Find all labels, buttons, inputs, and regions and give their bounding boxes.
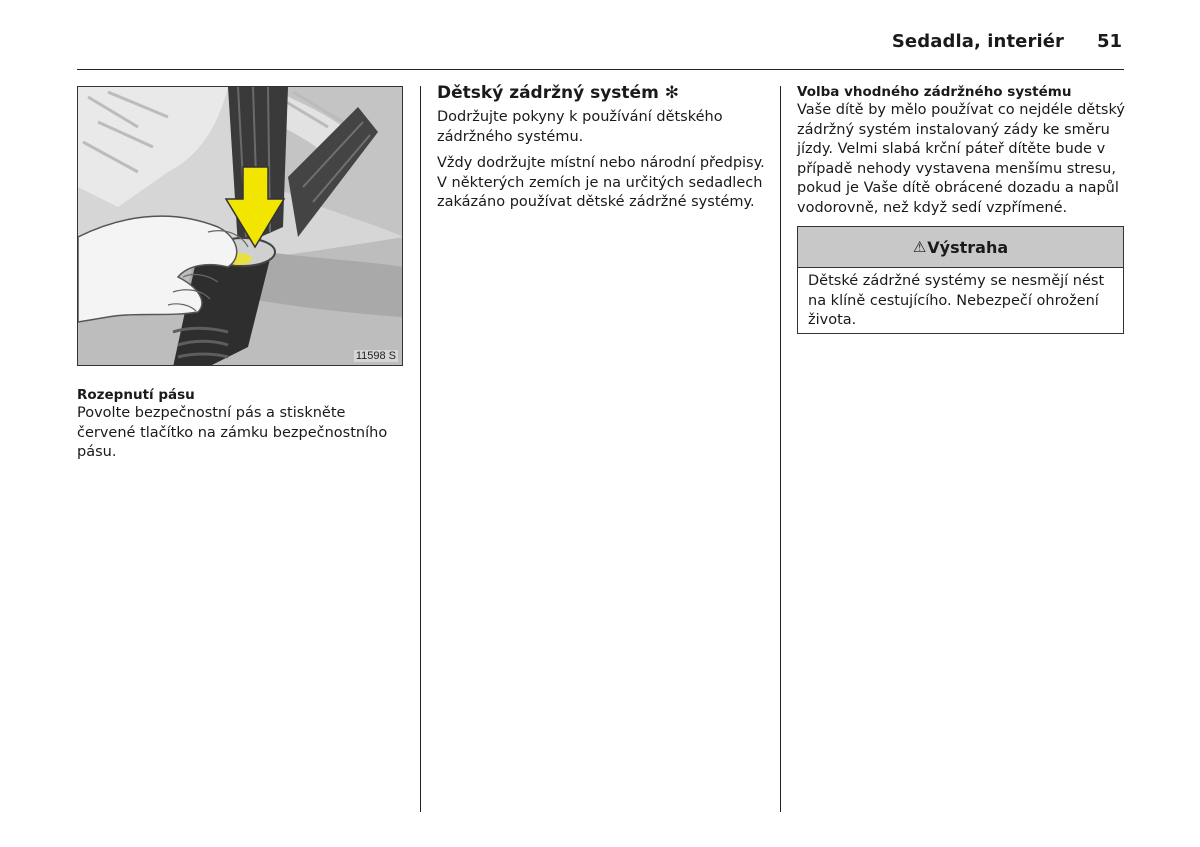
child-restraint-paragraph-1: Dodržujte pokyny k používání dětského zádržného systému. xyxy=(437,109,723,145)
seatbelt-illustration-svg xyxy=(78,87,403,366)
asterisk-symbol-icon: ✻ xyxy=(664,83,679,103)
warning-text: Dětské zádržné systémy se nesmějí nést na klíně cestujícího. Nebezpečí ohrožení života. xyxy=(808,273,1105,328)
page-number: 51 xyxy=(1096,31,1122,52)
warning-box xyxy=(797,226,1124,334)
release-belt-subheading: Rozepnutí pásu xyxy=(77,387,195,403)
column-divider-right xyxy=(780,86,781,812)
column-divider-left xyxy=(420,86,421,812)
release-belt-text: Povolte bezpečnostní pás a stiskněte červené tlačítko na zámku bezpečnostního pásu. xyxy=(77,405,388,460)
child-restraint-heading xyxy=(437,83,679,103)
restraint-choice-subheading: Volba vhodného zádržného systému xyxy=(797,84,1072,100)
warning-title: Výstraha xyxy=(927,237,1009,257)
seatbelt-release-illustration xyxy=(77,86,403,366)
child-restraint-heading-text: Dětský zádržný systém xyxy=(437,83,659,103)
figure-code: 11598 S xyxy=(355,350,396,362)
section-title: Sedadla, interiér xyxy=(891,31,1064,52)
restraint-choice-text: Vaše dítě by mělo používat co nejdéle dětský zádržný systém instalovaný zády ke směru jízdy. Velmi slabá krční páteř dítěte bude v případě nehody vystavena menšímu stresu, pokud je Vaše dítě obrácené dozadu a napůl vodorovně, než když sedí vzpřímené. xyxy=(797,102,1125,216)
warning-triangle-icon: ⚠ xyxy=(912,238,927,256)
child-restraint-paragraph-2: Vždy dodržujte místní nebo národní předpisy. V některých zemích je na určitých sedadlech zakázáno používat dětské zádržné systémy. xyxy=(437,155,765,210)
header-rule xyxy=(77,69,1124,70)
warning-header xyxy=(798,227,1123,268)
